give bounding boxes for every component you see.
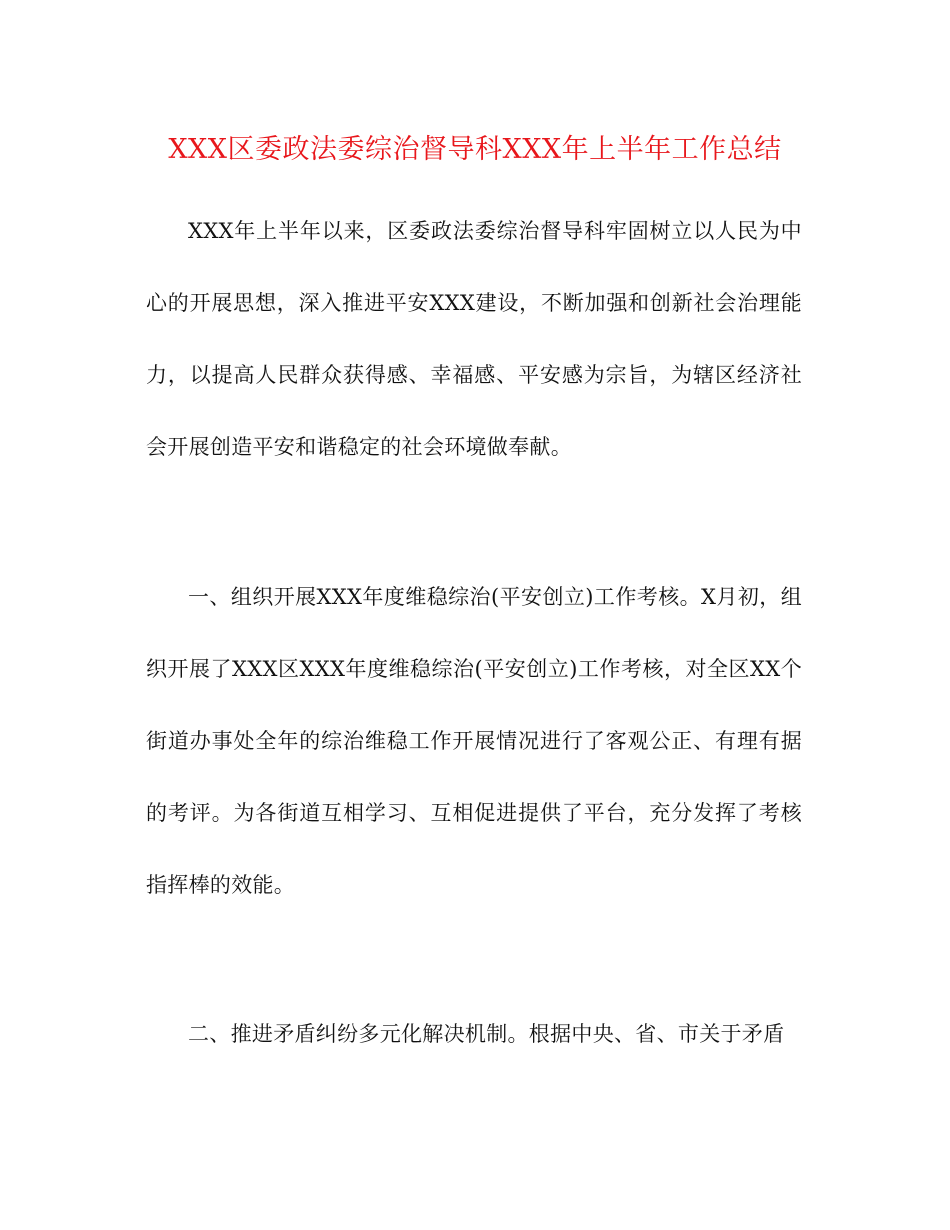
paragraph-intro: XXX年上半年以来，区委政法委综治督导科牢固树立以人民为中心的开展思想，深入推进平安XXX建设，不断加强和创新社会治理能力，以提高人民群众获得感、幸福感、平安感为宗旨，为辖区经济社会开展创造平安和谐稳定的社会环境做奉献。	[146, 219, 802, 459]
paragraph-section-2: 二、推进矛盾纠纷多元化解决机制。根据中央、省、市关于矛盾	[188, 1022, 785, 1046]
paragraph-section-1: 一、组织开展XXX年度维稳综治(平安创立)工作考核。X月初，组织开展了XXX区XXX年度维稳综治(平安创立)工作考核，对全区XX个街道办事处全年的综治维稳工作开展情况进行了客观公正、有理有据的考评。为各街道互相学习、互相促进提供了平台，充分发挥了考核指挥棒的效能。	[146, 585, 802, 897]
document-title: XXX区委政法委综治督导科XXX年上半年工作总结	[168, 134, 782, 165]
